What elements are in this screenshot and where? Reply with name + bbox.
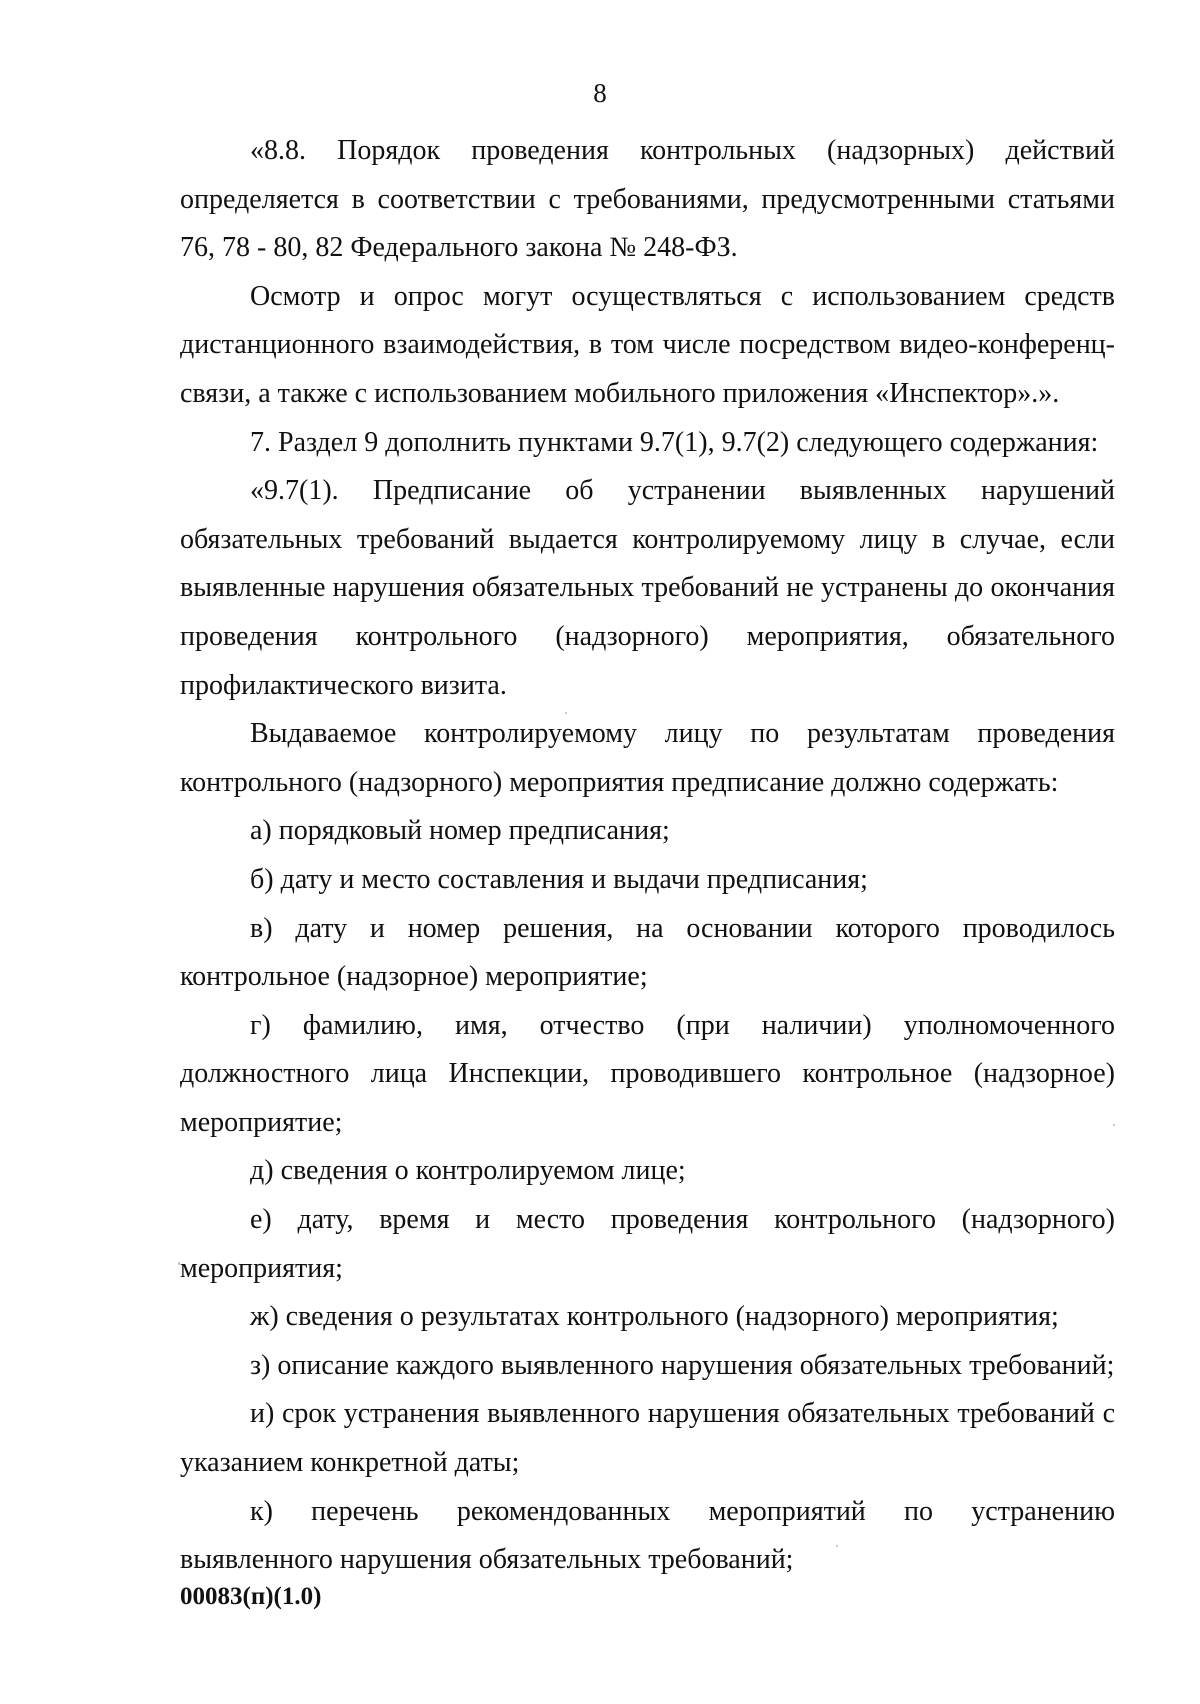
list-item-e: е) дату, время и место проведения контрольного (надзорного) мероприятия;: [180, 1204, 1115, 1284]
list-item-i: и) срок устранения выявленного нарушения обязательных требований с указанием конкретной даты;: [180, 1398, 1115, 1479]
page-number: 8: [593, 78, 607, 108]
list-item-b: б) дату и место составления и выдачи предписания;: [250, 863, 868, 895]
paragraph-8-8: «8.8. Порядок проведения контрольных (надзорных) действий определяется в соответствии с требованиями, предусмотренными статьями 76, 78 - 80, 82 Федерального закона № 248-ФЗ.: [180, 135, 1115, 264]
document-code: 00083(п)(1.0): [180, 1583, 322, 1610]
scan-speck: [565, 712, 567, 714]
scan-speck: [836, 1545, 838, 1547]
list-item-k: к) перечень рекомендованных мероприятий по устранению выявленного нарушения обязательных требований;: [180, 1495, 1115, 1576]
paragraph-inspection-remote: Осмотр и опрос могут осуществляться с использованием средств дистанционного взаимодействия, в том числе посредством видео-конференц-связи, а также с использованием мобильного приложения «Инспектор».».: [180, 280, 1115, 409]
paragraph-9-7-1: «9.7(1). Предписание об устранении выявленных нарушений обязательных требований выдается контролируемому лицу в случае, если выявленные нарушения обязательных требований не устранены до окончания проведения контрольного (надзорного) мероприятия, обязательного профилактического визита.: [180, 475, 1115, 701]
list-item-v: в) дату и номер решения, на основании которого проводилось контрольное (надзорное) мероприятие;: [180, 912, 1115, 993]
list-item-a: а) порядковый номер предписания;: [250, 815, 670, 847]
scan-speck: [1113, 1124, 1115, 1126]
list-item-z: з) описание каждого выявленного нарушения обязательных требований;: [250, 1349, 1115, 1381]
list-item-zh: ж) сведения о результатах контрольного (надзорного) мероприятия;: [250, 1301, 1059, 1333]
list-item-d: д) сведения о контролируемом лице;: [250, 1155, 686, 1187]
list-item-g: г) фамилию, имя, отчество (при наличии) уполномоченного должностного лица Инспекции, проводившего контрольное (надзорное) мероприятие;: [180, 1009, 1115, 1138]
paragraph-prescription-contents: Выдаваемое контролируемому лицу по результатам проведения контрольного (надзорного) мероприятия предписание должно содержать:: [180, 718, 1115, 798]
paragraph-section-9-amendment: 7. Раздел 9 дополнить пунктами 9.7(1), 9.7(2) следующего содержания:: [250, 426, 1099, 458]
document-body: [180, 127, 1115, 1585]
scan-speck: [178, 1262, 180, 1265]
